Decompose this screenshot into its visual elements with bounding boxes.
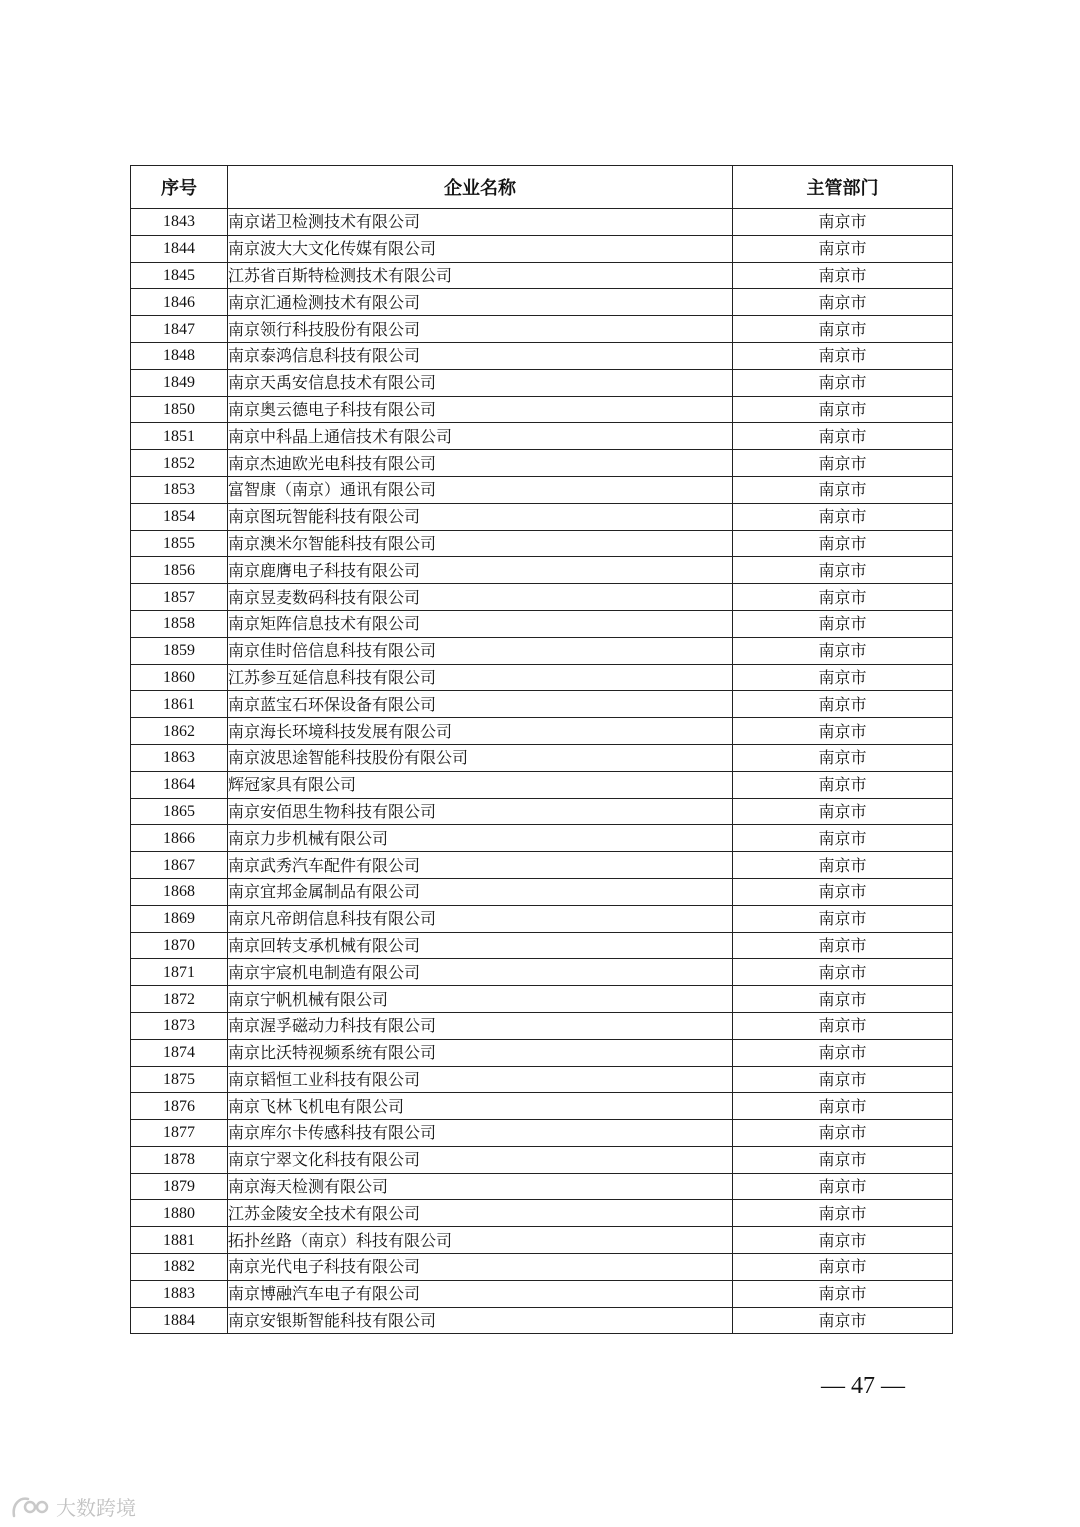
cell-department: 南京市 — [733, 557, 953, 584]
cell-serial: 1856 — [131, 557, 228, 584]
table-row — [131, 852, 953, 879]
cell-company-name: 南京回转支承机械有限公司 — [228, 932, 733, 959]
cell-company-name: 南京飞林飞机电有限公司 — [228, 1093, 733, 1120]
cell-department: 南京市 — [733, 878, 953, 905]
table-row — [131, 262, 953, 289]
cell-serial: 1846 — [131, 289, 228, 316]
cell-serial: 1852 — [131, 450, 228, 477]
table-row — [131, 1227, 953, 1254]
table-row — [131, 825, 953, 852]
table-row — [131, 1120, 953, 1147]
cell-company-name: 南京领行科技股份有限公司 — [228, 316, 733, 343]
cell-department: 南京市 — [733, 1012, 953, 1039]
cell-department: 南京市 — [733, 1254, 953, 1281]
table-row — [131, 691, 953, 718]
cell-company-name: 南京安佰思生物科技有限公司 — [228, 798, 733, 825]
table-row — [131, 557, 953, 584]
cell-serial: 1848 — [131, 342, 228, 369]
company-list-table — [130, 165, 953, 1334]
table-row — [131, 450, 953, 477]
cell-serial: 1862 — [131, 718, 228, 745]
cell-department: 南京市 — [733, 1093, 953, 1120]
table-row — [131, 396, 953, 423]
cell-department: 南京市 — [733, 610, 953, 637]
cell-department: 南京市 — [733, 664, 953, 691]
cell-company-name: 南京佳时倍信息科技有限公司 — [228, 637, 733, 664]
page-number: — 47 — — [821, 1373, 905, 1399]
cell-company-name: 南京澳米尔智能科技有限公司 — [228, 530, 733, 557]
cell-company-name: 南京波大大文化传媒有限公司 — [228, 235, 733, 262]
cell-department: 南京市 — [733, 209, 953, 236]
cell-serial: 1844 — [131, 235, 228, 262]
cell-serial: 1861 — [131, 691, 228, 718]
cell-serial: 1876 — [131, 1093, 228, 1120]
table-row — [131, 959, 953, 986]
cell-serial: 1884 — [131, 1307, 228, 1334]
cell-company-name: 富智康（南京）通讯有限公司 — [228, 476, 733, 503]
cell-department: 南京市 — [733, 530, 953, 557]
cell-company-name: 南京库尔卡传感科技有限公司 — [228, 1120, 733, 1147]
cell-department: 南京市 — [733, 1307, 953, 1334]
cell-serial: 1880 — [131, 1200, 228, 1227]
cell-serial: 1868 — [131, 878, 228, 905]
cell-company-name: 南京安银斯智能科技有限公司 — [228, 1307, 733, 1334]
cell-department: 南京市 — [733, 959, 953, 986]
table-row — [131, 932, 953, 959]
cell-department: 南京市 — [733, 476, 953, 503]
brand-logo-icon — [10, 1494, 50, 1520]
cell-serial: 1867 — [131, 852, 228, 879]
cell-serial: 1878 — [131, 1146, 228, 1173]
cell-company-name: 南京力步机械有限公司 — [228, 825, 733, 852]
cell-serial: 1851 — [131, 423, 228, 450]
cell-serial: 1864 — [131, 771, 228, 798]
cell-department: 南京市 — [733, 396, 953, 423]
cell-serial: 1865 — [131, 798, 228, 825]
cell-serial: 1883 — [131, 1280, 228, 1307]
cell-company-name: 南京汇通检测技术有限公司 — [228, 289, 733, 316]
cell-department: 南京市 — [733, 289, 953, 316]
cell-serial: 1881 — [131, 1227, 228, 1254]
cell-serial: 1855 — [131, 530, 228, 557]
cell-department: 南京市 — [733, 1227, 953, 1254]
cell-company-name: 南京海长环境科技发展有限公司 — [228, 718, 733, 745]
table-row — [131, 1307, 953, 1334]
table-row — [131, 209, 953, 236]
table-row — [131, 423, 953, 450]
table-row — [131, 584, 953, 611]
cell-serial: 1858 — [131, 610, 228, 637]
cell-company-name: 南京鹿膺电子科技有限公司 — [228, 557, 733, 584]
table-row — [131, 369, 953, 396]
cell-company-name: 南京杰迪欧光电科技有限公司 — [228, 450, 733, 477]
cell-serial: 1871 — [131, 959, 228, 986]
cell-department: 南京市 — [733, 369, 953, 396]
cell-company-name: 南京宇宸机电制造有限公司 — [228, 959, 733, 986]
cell-department: 南京市 — [733, 691, 953, 718]
cell-company-name: 南京中科晶上通信技术有限公司 — [228, 423, 733, 450]
table-row — [131, 1066, 953, 1093]
cell-company-name: 南京蓝宝石环保设备有限公司 — [228, 691, 733, 718]
cell-serial: 1879 — [131, 1173, 228, 1200]
column-header-serial: 序号 — [131, 166, 228, 209]
cell-serial: 1875 — [131, 1066, 228, 1093]
column-header-company: 企业名称 — [228, 166, 733, 209]
cell-department: 南京市 — [733, 1039, 953, 1066]
cell-department: 南京市 — [733, 1120, 953, 1147]
table-body — [131, 209, 953, 1334]
cell-department: 南京市 — [733, 798, 953, 825]
table-row — [131, 986, 953, 1013]
cell-department: 南京市 — [733, 905, 953, 932]
cell-company-name: 南京诺卫检测技术有限公司 — [228, 209, 733, 236]
cell-department: 南京市 — [733, 1173, 953, 1200]
cell-company-name: 南京比沃特视频系统有限公司 — [228, 1039, 733, 1066]
header-row — [131, 166, 953, 209]
table-row — [131, 905, 953, 932]
cell-serial: 1870 — [131, 932, 228, 959]
cell-company-name: 南京光代电子科技有限公司 — [228, 1254, 733, 1281]
cell-company-name: 南京奥云德电子科技有限公司 — [228, 396, 733, 423]
table-row — [131, 1039, 953, 1066]
cell-department: 南京市 — [733, 235, 953, 262]
cell-department: 南京市 — [733, 262, 953, 289]
watermark — [10, 1492, 136, 1521]
cell-company-name: 南京矩阵信息技术有限公司 — [228, 610, 733, 637]
cell-company-name: 南京天禹安信息技术有限公司 — [228, 369, 733, 396]
cell-serial: 1874 — [131, 1039, 228, 1066]
cell-company-name: 南京图玩智能科技有限公司 — [228, 503, 733, 530]
table-row — [131, 610, 953, 637]
cell-company-name: 江苏省百斯特检测技术有限公司 — [228, 262, 733, 289]
cell-company-name: 南京海天检测有限公司 — [228, 1173, 733, 1200]
cell-company-name: 南京韬恒工业科技有限公司 — [228, 1066, 733, 1093]
cell-company-name: 辉冠家具有限公司 — [228, 771, 733, 798]
cell-company-name: 南京昱麦数码科技有限公司 — [228, 584, 733, 611]
cell-serial: 1873 — [131, 1012, 228, 1039]
cell-department: 南京市 — [733, 584, 953, 611]
cell-serial: 1872 — [131, 986, 228, 1013]
cell-serial: 1859 — [131, 637, 228, 664]
cell-company-name: 江苏金陵安全技术有限公司 — [228, 1200, 733, 1227]
table-row — [131, 798, 953, 825]
table-row — [131, 637, 953, 664]
cell-serial: 1877 — [131, 1120, 228, 1147]
cell-serial: 1845 — [131, 262, 228, 289]
cell-company-name: 南京宁翠文化科技有限公司 — [228, 1146, 733, 1173]
cell-serial: 1850 — [131, 396, 228, 423]
table-row — [131, 316, 953, 343]
cell-company-name: 南京宁帆机械有限公司 — [228, 986, 733, 1013]
cell-department: 南京市 — [733, 1200, 953, 1227]
cell-serial: 1849 — [131, 369, 228, 396]
table-row — [131, 1254, 953, 1281]
cell-serial: 1854 — [131, 503, 228, 530]
cell-department: 南京市 — [733, 932, 953, 959]
cell-department: 南京市 — [733, 503, 953, 530]
watermark-text: 大数跨境 — [56, 1496, 136, 1520]
cell-company-name: 南京泰鸿信息科技有限公司 — [228, 342, 733, 369]
cell-department: 南京市 — [733, 450, 953, 477]
cell-company-name: 南京武秀汽车配件有限公司 — [228, 852, 733, 879]
cell-serial: 1863 — [131, 744, 228, 771]
cell-company-name: 南京凡帝朗信息科技有限公司 — [228, 905, 733, 932]
table-row — [131, 771, 953, 798]
table-row — [131, 664, 953, 691]
cell-department: 南京市 — [733, 986, 953, 1013]
column-header-department: 主管部门 — [733, 166, 953, 209]
cell-department: 南京市 — [733, 637, 953, 664]
cell-serial: 1866 — [131, 825, 228, 852]
table-row — [131, 476, 953, 503]
cell-company-name: 南京博融汽车电子有限公司 — [228, 1280, 733, 1307]
table-row — [131, 1012, 953, 1039]
cell-department: 南京市 — [733, 423, 953, 450]
table-header — [131, 166, 953, 209]
table-row — [131, 503, 953, 530]
cell-department: 南京市 — [733, 852, 953, 879]
cell-department: 南京市 — [733, 825, 953, 852]
cell-serial: 1843 — [131, 209, 228, 236]
table-row — [131, 530, 953, 557]
cell-department: 南京市 — [733, 718, 953, 745]
cell-serial: 1882 — [131, 1254, 228, 1281]
cell-serial: 1869 — [131, 905, 228, 932]
cell-department: 南京市 — [733, 771, 953, 798]
table-row — [131, 1146, 953, 1173]
cell-company-name: 江苏参互延信息科技有限公司 — [228, 664, 733, 691]
cell-department: 南京市 — [733, 1066, 953, 1093]
table-row — [131, 342, 953, 369]
table-row — [131, 289, 953, 316]
cell-department: 南京市 — [733, 316, 953, 343]
cell-department: 南京市 — [733, 1280, 953, 1307]
cell-company-name: 拓扑丝路（南京）科技有限公司 — [228, 1227, 733, 1254]
cell-department: 南京市 — [733, 1146, 953, 1173]
cell-serial: 1853 — [131, 476, 228, 503]
table-row — [131, 235, 953, 262]
cell-department: 南京市 — [733, 342, 953, 369]
table-row — [131, 1200, 953, 1227]
table-row — [131, 1280, 953, 1307]
table-row — [131, 878, 953, 905]
cell-company-name: 南京波思途智能科技股份有限公司 — [228, 744, 733, 771]
cell-serial: 1857 — [131, 584, 228, 611]
cell-company-name: 南京宜邦金属制品有限公司 — [228, 878, 733, 905]
cell-serial: 1847 — [131, 316, 228, 343]
cell-serial: 1860 — [131, 664, 228, 691]
cell-department: 南京市 — [733, 744, 953, 771]
table-row — [131, 718, 953, 745]
table-row — [131, 1093, 953, 1120]
table-row — [131, 744, 953, 771]
cell-company-name: 南京渥孚磁动力科技有限公司 — [228, 1012, 733, 1039]
table-row — [131, 1173, 953, 1200]
